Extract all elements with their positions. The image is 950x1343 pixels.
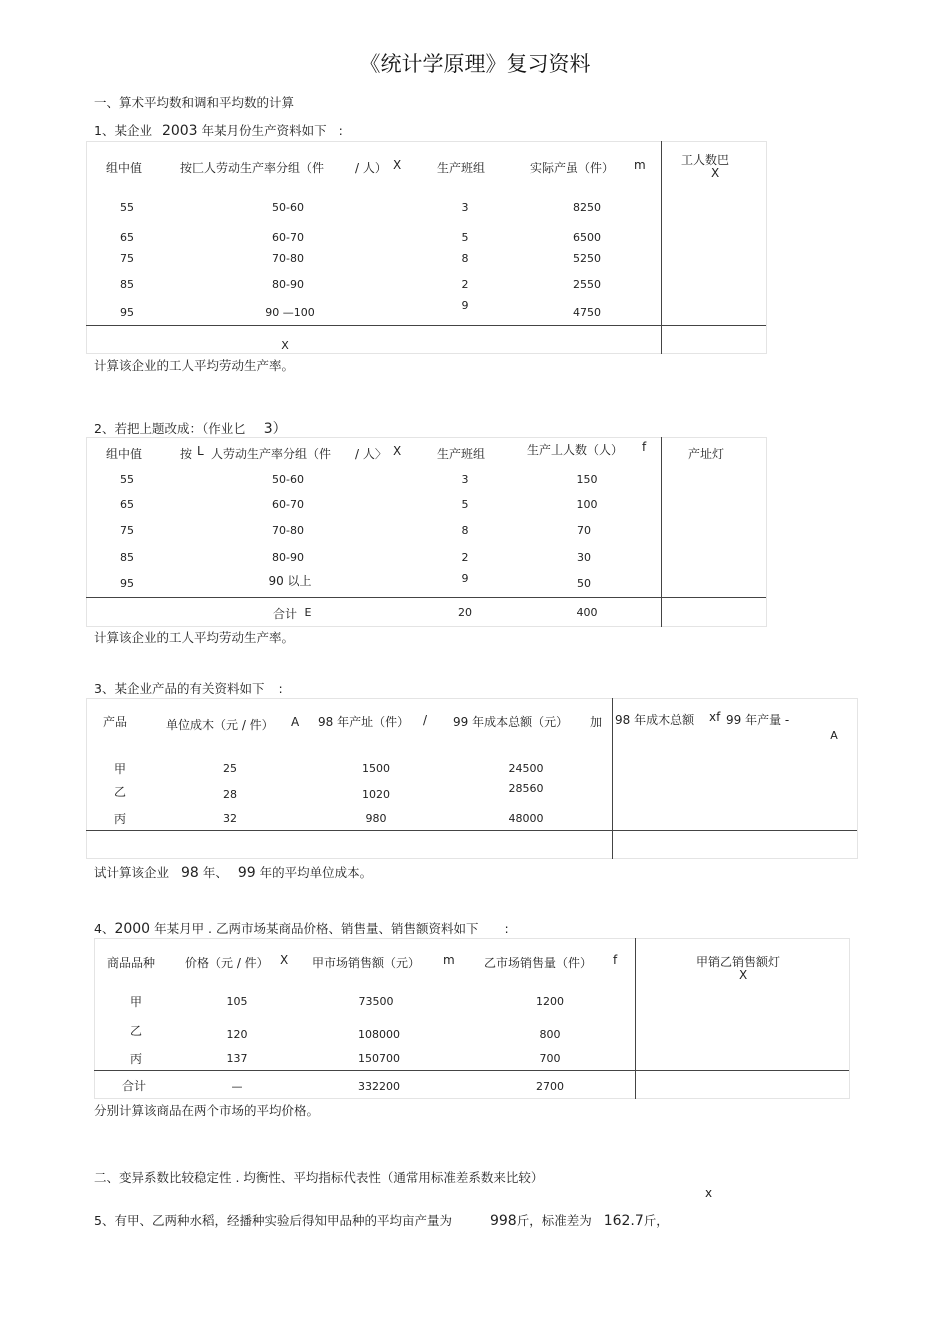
table-cell: 60-70 [272,498,304,511]
table-cell: 980 [365,812,387,825]
q4-colon: : [504,921,509,936]
table-cell: 8 [461,524,469,537]
table-cell: 甲 [129,995,143,1009]
q2-header-output: 产址灯 [688,447,725,461]
q5-label-a: 5、有甲、乙两种水稻，经播种实验后得知甲品种的平均亩产量为 [94,1213,452,1228]
q2-header-workers: 生产丄人数（人） [527,443,624,457]
q3-header-a2: A [830,729,838,742]
table-cell: 6500 [573,231,601,244]
table-cell: 24500 [508,762,544,775]
q4-header-product: 商品品种 [107,956,156,970]
table-cell: 75 [120,252,134,265]
table-cell: 9 [461,572,469,585]
q2-note: 计算该企业的工人平均劳动生产率。 [94,630,295,645]
q2-heading [94,418,287,438]
q1-header-output: 实际产虽（件） [530,161,615,175]
q1-header-workers-x: X [711,166,720,180]
q5-x-mark: x [705,1186,713,1200]
q4-footer-volume: 2700 [536,1080,564,1093]
q1-note: 计算该企业的工人平均劳动生产率。 [94,358,295,373]
table-cell: 乙 [129,1024,143,1038]
table-cell: 85 [120,551,134,564]
q4-label-b: 年某月甲 . 乙两市场某商品价格、销售量、销售额资料如下 [154,921,479,936]
table-cell: 8250 [573,201,601,214]
q3-colon: : [278,681,283,696]
table-cell: 150 [576,473,598,486]
table-cell: 800 [539,1028,561,1041]
table-cell: 120 [226,1028,248,1041]
q4-header-x: X [280,953,289,967]
table-cell: 73500 [358,995,394,1008]
section-1-heading: 一、算术平均数和调和平均数的计算 [94,95,295,110]
table-cell: 25 [223,762,237,775]
q2-header-group-a: 按 [180,447,193,461]
q3-header-99-cost: 99 年成本总额（元） [453,715,569,729]
q1-colon: : [338,123,343,138]
q3-heading [94,679,283,697]
table-cell: 70-80 [272,252,304,265]
table-cell: 55 [120,473,134,486]
q3-header-99-output: 99 年产量 - [726,713,790,727]
page-title: 《统计学原理》复习资料 [359,52,591,76]
q1-header-team: 生产班组 [437,161,486,175]
q2-header-team: 生产班组 [437,447,486,461]
q3-header-98-output: 98 年产址（件） [318,715,410,729]
table-cell: 5 [461,498,469,511]
q3-label: 3、某企业产品的有关资料如下 [94,681,265,696]
table-cell: 150700 [358,1052,400,1065]
q3-header-98-total: 98 年成木总额 [615,713,695,727]
q3-header-slash: / [423,713,428,727]
table-cell: 65 [120,498,134,511]
table-cell: 5 [461,231,469,244]
table-cell: 1500 [362,762,390,775]
q3-note-b: 年、 [202,865,228,880]
table-cell: 70-80 [272,524,304,537]
table-cell: 70 [577,524,591,537]
q2-header-x: X [393,444,402,458]
q2-footer-e: E [304,606,312,619]
table-cell: 5250 [573,252,601,265]
table-cell: 28 [223,788,237,801]
table-cell: 2 [461,278,469,291]
q4-footer-sales: 332200 [358,1080,400,1093]
table-cell: 95 [120,306,134,319]
q3-header-product: 产品 [103,715,128,729]
q4-label-a: 4、 [94,921,115,936]
q2-footer-workers: 400 [576,606,598,619]
table-cell: 乙 [113,785,127,799]
table-cell: 丙 [113,812,127,826]
table-cell: 2 [461,551,469,564]
table-cell: 105 [226,995,248,1008]
q1-heading [94,121,343,139]
table-cell: 1020 [362,788,390,801]
q4-header-m: m [443,953,455,967]
q4-header-b-sales-x: X [739,968,748,982]
q4-header-b-sales: 甲销乙销售额灯 [696,955,781,969]
q2-header-group-b: 人劳动生产率分组（件 [211,447,332,461]
q3-header-unit-cost: 单位成木（元 / 件） [166,718,274,732]
q3-note-a: 试计算该企业 [94,865,170,880]
table-cell: 80-90 [272,551,304,564]
table-cell: 90 —100 [265,306,315,319]
q4-header-price: 价格（元 / 件） [185,956,269,970]
q4-header-b-volume: 乙市场销售量（件） [484,956,593,970]
table-cell: 1200 [536,995,564,1008]
q4-heading [94,919,509,937]
table-cell: 75 [120,524,134,537]
q1-footer-x: X [281,339,289,352]
table-cell: 50 [577,577,591,590]
table-cell: 8 [461,252,469,265]
q1-header-group: 按匚人劳动生产率分组（件 [180,161,325,175]
table-cell: 137 [226,1052,248,1065]
q3-header-xf: xf [709,710,721,724]
q2-label: 2、若把上题改成：（作业匕 [94,421,246,436]
q5-label-c: 斤， [643,1213,669,1228]
table-cell: 85 [120,278,134,291]
q1-header-midpoint: 组中值 [106,161,143,175]
q3-header-add: 加 [590,715,603,729]
q5-label-b: 斤，标准差为 [516,1213,592,1228]
q4-year: 2000 [114,921,151,937]
q4-footer-total-label: 合计 [121,1079,147,1093]
table-cell: 甲 [113,762,127,776]
table-cell: 3 [461,473,469,486]
table-cell: 90 以上 [268,574,312,588]
table-cell: 4750 [573,306,601,319]
table-cell: 50-60 [272,473,304,486]
table-cell: 48000 [508,812,544,825]
table-cell: 28560 [508,782,544,795]
q1-header-workers: 工人数巴 [681,153,730,167]
q1-year: 2003 [161,123,198,139]
q2-header-midpoint: 组中值 [106,447,143,461]
section-2-heading: 二、变异系数比较稳定性 . 均衡性、平均指标代表性（通常用标准差系数来比较） [94,1170,544,1185]
q3-note-y2: 99 [237,865,256,881]
q1-label-b: 年某月份生产资料如下 [201,123,327,138]
q5-std: 162.7 [603,1213,644,1229]
table-cell: 50-60 [272,201,304,214]
q2-header-group-unit: / 人〉 [355,447,387,461]
table-cell: 32 [223,812,237,825]
q2-header-group-l: L [197,444,204,458]
q4-footer-dash: — [231,1080,243,1093]
q5-mean: 998 [489,1213,517,1229]
q3-note-c: 年的平均单位成本。 [259,865,373,880]
q4-header-a-sales: 甲市场销售额（元） [312,956,421,970]
q1-header-x: X [393,158,402,172]
q2-footer-total-label: 合计 [273,607,298,621]
q4-header-f: f [613,953,618,967]
table-cell: 60-70 [272,231,304,244]
q2-label-num: 3） [263,421,287,437]
q5-text [94,1211,669,1229]
q3-note [94,863,372,881]
q1-label: 1、某企业 [94,123,152,138]
q4-note: 分别计算该商品在两个市场的平均价格。 [94,1103,320,1118]
table-cell: 700 [539,1052,561,1065]
table-cell: 100 [576,498,598,511]
table-cell: 65 [120,231,134,244]
table-cell: 80-90 [272,278,304,291]
table-cell: 108000 [358,1028,400,1041]
table-cell: 95 [120,577,134,590]
table-cell: 2550 [573,278,601,291]
table-cell: 丙 [129,1052,143,1066]
table-cell: 9 [461,299,469,312]
table-cell: 3 [461,201,469,214]
q1-header-group-unit: / 人） [355,161,387,175]
q3-header-a: A [291,715,300,729]
table-cell: 55 [120,201,134,214]
q1-header-m: m [634,158,646,172]
q2-header-f: f [642,440,647,454]
q2-footer-teams: 20 [458,606,472,619]
table-cell: 30 [577,551,591,564]
q3-note-y1: 98 [181,865,199,881]
